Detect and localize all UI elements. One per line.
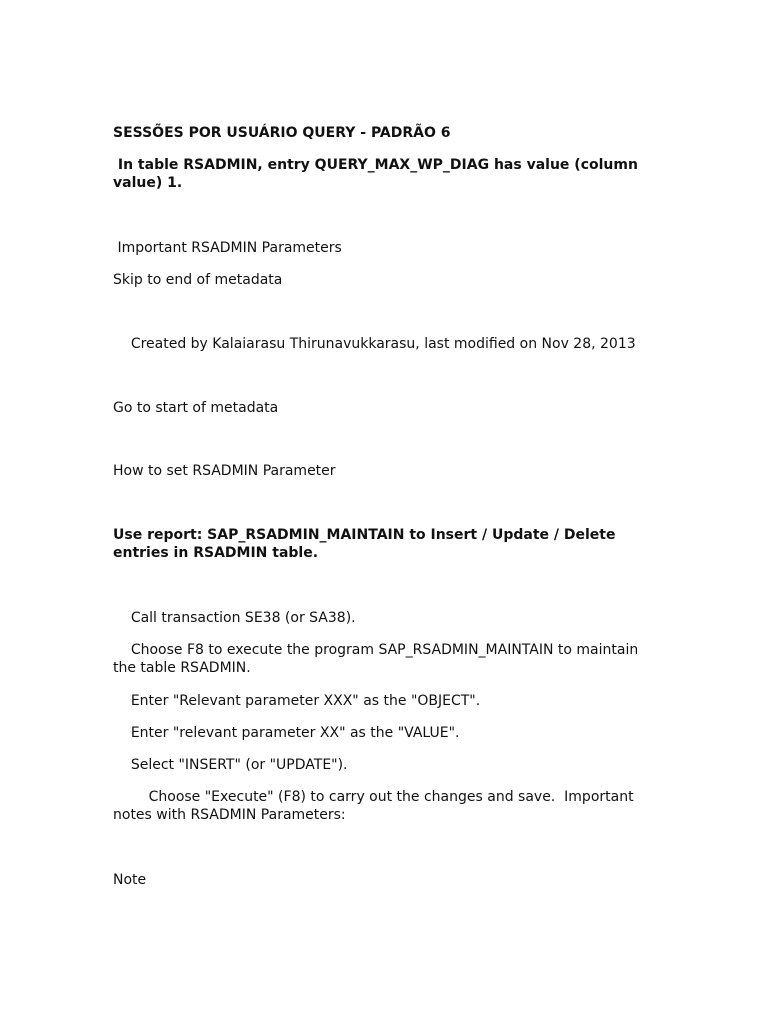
- step-item: Select "INSERT" (or "UPDATE").: [113, 757, 348, 773]
- skip-metadata-text: Skip to end of metadata: [113, 272, 283, 288]
- step-item: Choose "Execute" (F8) to carry out the changes and save. Important notes with RSADMIN Parameters:: [113, 789, 639, 823]
- step-item: Choose F8 to execute the program SAP_RSADMIN_MAINTAIN to maintain the table RSADMIN.: [113, 642, 643, 676]
- rsadmin-entry-text: In table RSADMIN, entry QUERY_MAX_WP_DIAG has value (column value) 1.: [113, 157, 643, 191]
- step-item: Call transaction SE38 (or SA38).: [113, 610, 356, 626]
- how-to-set-heading: How to set RSADMIN Parameter: [113, 463, 336, 479]
- go-to-start-text: Go to start of metadata: [113, 400, 279, 416]
- use-report-text: Use report: SAP_RSADMIN_MAINTAIN to Insert / Update / Delete entries in RSADMIN table.: [113, 527, 621, 561]
- document-title: SESSÕES POR USUÁRIO QUERY - PADRÃO 6: [113, 125, 451, 141]
- note-label: Note: [113, 872, 147, 888]
- step-item: Enter "relevant parameter XX" as the "VALUE".: [113, 725, 460, 741]
- step-item: Enter "Relevant parameter XXX" as the "OBJECT".: [113, 693, 481, 709]
- important-params-heading: Important RSADMIN Parameters: [113, 240, 342, 256]
- created-by-text: Created by Kalaiarasu Thirunavukkarasu, last modified on Nov 28, 2013: [113, 336, 636, 352]
